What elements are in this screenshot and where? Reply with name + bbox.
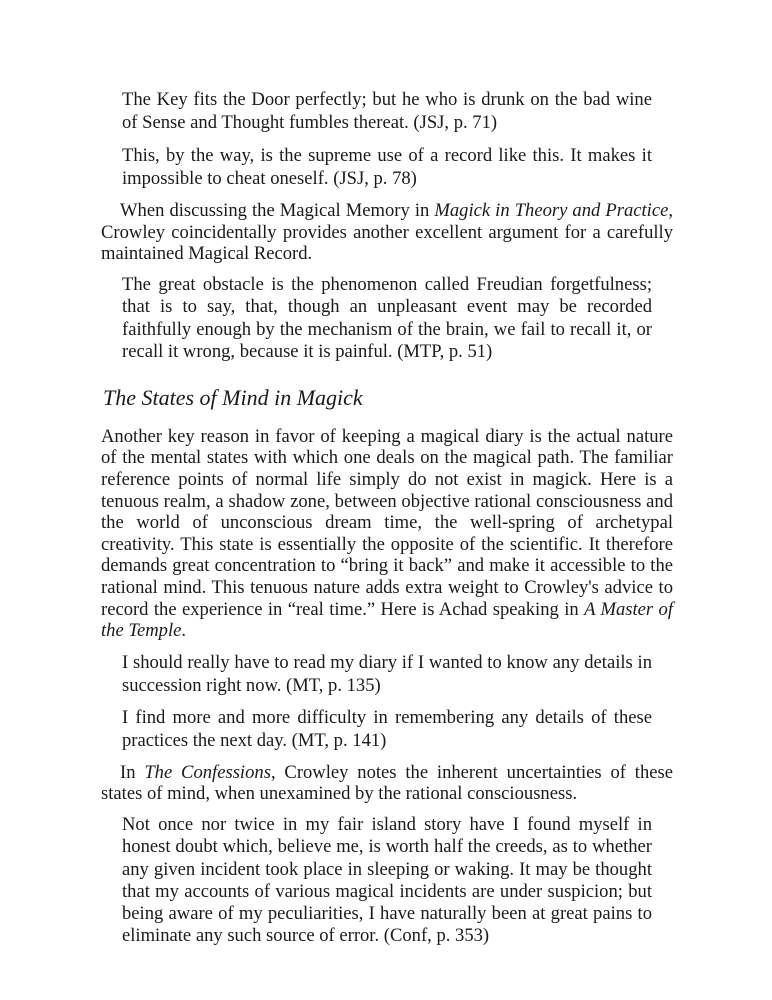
block-quote-mt-135: I should really have to read my diary if I wanted to know any details in succession right now. (MT, p. 135) <box>122 651 652 696</box>
book-title-confessions: The Confessions <box>144 761 271 783</box>
page-content <box>101 88 673 948</box>
book-title-mtp: Magick in Theory and Practice <box>434 200 669 221</box>
paragraph-magical-memory <box>101 200 673 265</box>
book-title-master-of-temple: A Master of the Temple <box>101 598 673 642</box>
section-heading: The States of Mind in Magick <box>103 384 363 410</box>
block-quote-mt-141: I find more and more difficulty in remembering any details of these practices the next day. (MT, p. 141) <box>122 706 652 751</box>
block-quote-jsj-78: This, by the way, is the supreme use of a record like this. It makes it impossible to cheat oneself. (JSJ, p. 78) <box>122 145 652 189</box>
paragraph-magical-memory-text-before: When discussing the Magical Memory in <box>120 200 435 221</box>
paragraph-states-of-mind-text-after: . <box>181 620 187 642</box>
paragraph-magical-memory-text-after: , Crowley coincidentally provides another excellent argument for a carefully maintained Magical Record. <box>101 200 674 265</box>
paragraph-states-of-mind-text: Another key reason in favor of keeping a magical diary is the actual nature of the mental states with which one deals on the magical path. The familiar reference points of normal life simply do not exist in magick. Here is a tenuous realm, a shadow zone, between objective rational consciousness and the world of unconscious dream time, the well-spring of archetypal creativity. This state is essentially the opposite of the scientific. It therefore demands great concentration to “bring it back” and make it accessible to the rational mind. This tenuous nature adds extra weight to Crowley's advice to record the experience in “real time.” Here is Achad speaking in <box>101 425 673 620</box>
block-quote-jsj-71: The Key fits the Door perfectly; but he who is drunk on the bad wine of Sense and Thought fumbles thereat. (JSJ, p. 71) <box>122 89 652 133</box>
block-quote-freudian: The great obstacle is the phenomenon called Freudian forgetfulness; that is to say, that, though an unpleasant event may be recorded faithfully enough by the mechanism of the brain, we fail to recall it, or recall it wrong, because it is painful. (MTP, p. 51) <box>122 273 652 363</box>
paragraph-confessions-text-before: In <box>120 761 145 783</box>
block-quote-conf-353: Not once nor twice in my fair island story have I found myself in honest doubt which, believe me, is worth half the creeds, as to whether any given incident took place in sleeping or waking. It may be thought that my accounts of various magical incidents are under suspicion; but being aware of my peculiarities, I have naturally been at great pains to eliminate any such source of error. (Conf, p. 353) <box>122 813 652 947</box>
paragraph-confessions <box>101 762 673 805</box>
paragraph-confessions-text-after: , Crowley notes the inherent uncertainties of these states of mind, when unexamined by the rational consciousness. <box>101 761 674 805</box>
paragraph-states-of-mind <box>101 426 673 642</box>
